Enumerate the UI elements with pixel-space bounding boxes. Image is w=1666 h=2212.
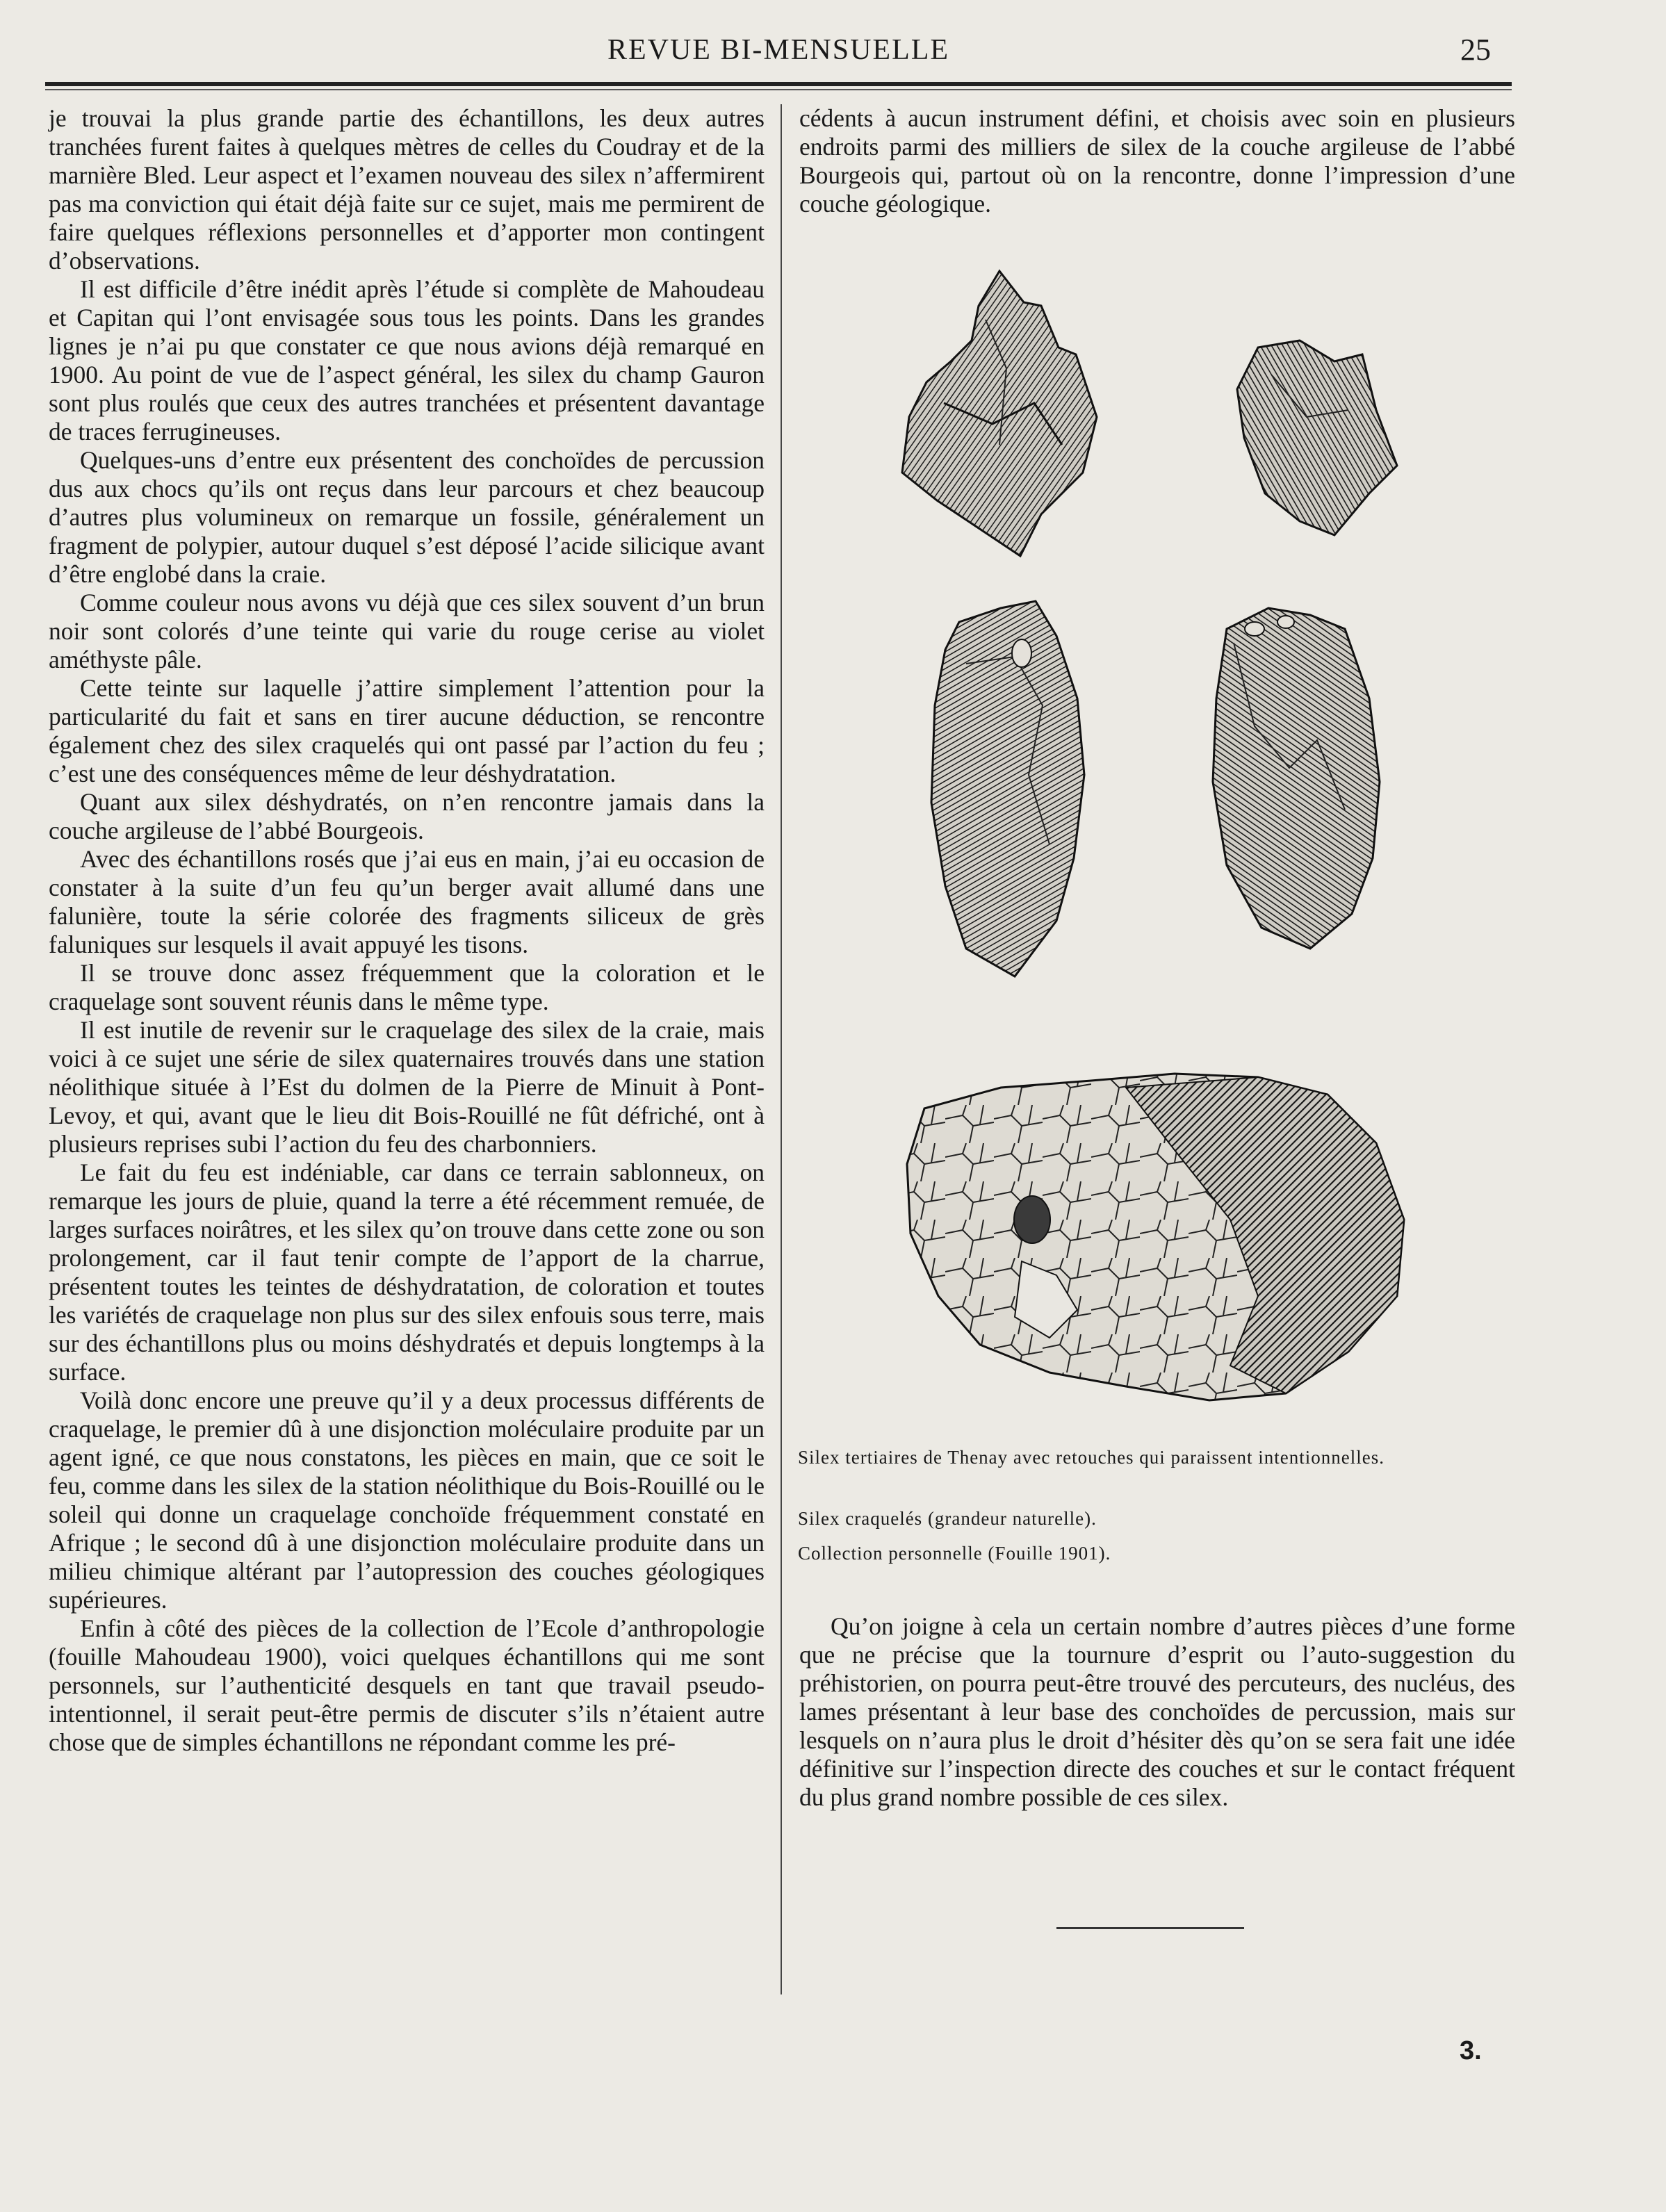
signature-mark: 3. xyxy=(1460,2036,1482,2065)
paragraph: Il est difficile d’être inédit après l’étude si complète de Mahoudeau et Capitan qui l’ont envisagée sous tous les points. Dans les grandes lignes je n’ai pu que constater ce que nous avions déjà remarqué en 1900. Au point de vue de l’aspect général, les silex du champ Gauron sont plus roulés que ceux des autres tranchées et présentent davantage de traces ferrugineuses. xyxy=(49,275,765,445)
page-header xyxy=(45,28,1512,76)
right-column-top xyxy=(799,104,1515,218)
flint-illustration-4 xyxy=(1206,601,1387,956)
flint-illustration-5 xyxy=(897,1067,1418,1407)
page-number: 25 xyxy=(1460,33,1491,67)
paragraph: Il est inutile de revenir sur le craquelage des silex de la craie, mais voici à ce sujet une série de silex quaternaires trouvés dans une station néolithique située à l’Est du dolmen de la Pierre de Minuit à Pont-Levoy, et qui, avant que le lieu dit Bois-Rouillé ne fût défriché, ont à plusieurs reprises subi l’action du feu des charbonniers. xyxy=(49,1016,765,1158)
flint-illustrations xyxy=(890,250,1515,1432)
paragraph: Avec des échantillons rosés que j’ai eus en main, j’ai eu occasion de constater à la suite d’un feu qu’un berger avait allumé dans une falunière, toute la série colorée des fragments siliceux de grès faluniques sur lesquels il avait appuyé les tisons. xyxy=(49,845,765,958)
paragraph: Le fait du feu est indéniable, car dans ce terrain sablonneux, on remarque les jours de pluie, quand la terre a été récemment remuée, de larges surfaces noirâtres, et les silex qu’on trouve dans cette zone ou son prolongement, car il faut tenir compte de l’apport de la charrue, présentent toutes les teintes de déshydratation, de coloration et toutes les variétés de craquelage non plus sur des silex enfouis sous terre, mais sur des échantillons plus ou moins déshydratés et depuis longtemps à la surface. xyxy=(49,1158,765,1386)
paragraph: Comme couleur nous avons vu déjà que ces silex souvent d’un brun noir sont colorés d’une teinte qui varie du rouge cerise au violet améthyste pâle. xyxy=(49,589,765,673)
paragraph: Enfin à côté des pièces de la collection de l’Ecole d’anthropologie (fouille Mahoudeau 1900), voici quelques échantillons qui me sont personnels, sur l’authenticité desquels en tant que travail pseudo-intentionnel, il serait peut-être permis de discuter s’ils n’étaient autre chose que de simples échantillons ne répondant comme les pré- xyxy=(49,1614,765,1756)
journal-title: REVUE BI-MENSUELLE xyxy=(607,34,950,66)
figure-caption: Silex craquelés (grandeur naturelle). xyxy=(798,1508,1097,1529)
flint-illustration-3 xyxy=(917,594,1091,983)
paragraph: Quelques-uns d’entre eux présentent des conchoïdes de percussion dus aux chocs qu’ils ont reçus dans leur parcours et chez beaucoup d’autres plus volumineux on remarque un fossile, généralement un fragment de polypier, autour duquel s’est déposé l’acide silicique avant d’être englobé dans la craie. xyxy=(49,446,765,588)
figure-caption: Silex tertiaires de Thenay avec retouches qui paraissent intentionnelles. xyxy=(798,1447,1385,1468)
paragraph: Voilà donc encore une preuve qu’il y a deux processus différents de craquelage, le premier dû à une disjonction moléculaire produite par un agent igné, ce que nous constatons, les pièces en main, que ce soit le feu, comme dans les silex de la station néolithique du Bois-Rouillé ou le soleil qui donne un craquelage conchoïde fréquemment constaté en Afrique ; le second dû à une disjonction moléculaire produite dans un milieu chimique altérant par l’autopression des couches géologiques supérieures. xyxy=(49,1386,765,1614)
paragraph: Qu’on joigne à cela un certain nombre d’autres pièces d’une forme que ne précise que la tournure d’esprit ou l’auto-suggestion du préhistorien, on pourra peut-être trouvé des percuteurs, des nucléus, des lames présentant à leur base des conchoïdes de percussion, mais sur lesquels on n’aura plus le droit d’hésiter dès qu’on se sera fait une idée définitive sur l’inspection directe des couches et sur le contact fréquent du plus grand nombre possible de ces silex. xyxy=(799,1612,1515,1811)
paragraph: je trouvai la plus grande partie des échantillons, les deux autres tranchées furent faites à quelques mètres de celles du Coudray et de la marnière Bled. Leur aspect et l’examen nouveau des silex n’affermirent pas ma conviction qui était déjà faite sur ce sujet, mais me permirent de faire quelques réflexions personnelles et d’apporter mon contingent d’observations. xyxy=(49,104,765,275)
flint-illustration-1 xyxy=(895,264,1104,556)
paragraph: Il se trouve donc assez fréquemment que la coloration et le craquelage sont souvent réunis dans le même type. xyxy=(49,959,765,1015)
header-rule xyxy=(45,82,1512,86)
column-divider xyxy=(781,104,782,1994)
right-column-bottom xyxy=(799,1612,1515,1812)
paragraph: Quant aux silex déshydratés, on n’en rencontre jamais dans la couche argileuse de l’abbé Bourgeois. xyxy=(49,788,765,844)
end-rule xyxy=(1056,1927,1244,1929)
figure-caption: Collection personnelle (Fouille 1901). xyxy=(798,1543,1111,1564)
header-rule-thin xyxy=(45,89,1512,90)
paragraph: cédents à aucun instrument défini, et choisis avec soin en plusieurs endroits parmi des milliers de silex de la couche argileuse de l’abbé Bourgeois qui, partout où on la rencontre, donne l’impression d’une couche géologique. xyxy=(799,104,1515,218)
paragraph: Cette teinte sur laquelle j’attire simplement l’attention pour la particularité du fait et sans en tirer aucune déduction, se rencontre également chez des silex craquelés qui ont passé par l’action du feu ; c’est une des conséquences même de leur déshydratation. xyxy=(49,674,765,787)
flint-illustration-2 xyxy=(1230,334,1411,542)
left-column xyxy=(49,104,765,1757)
